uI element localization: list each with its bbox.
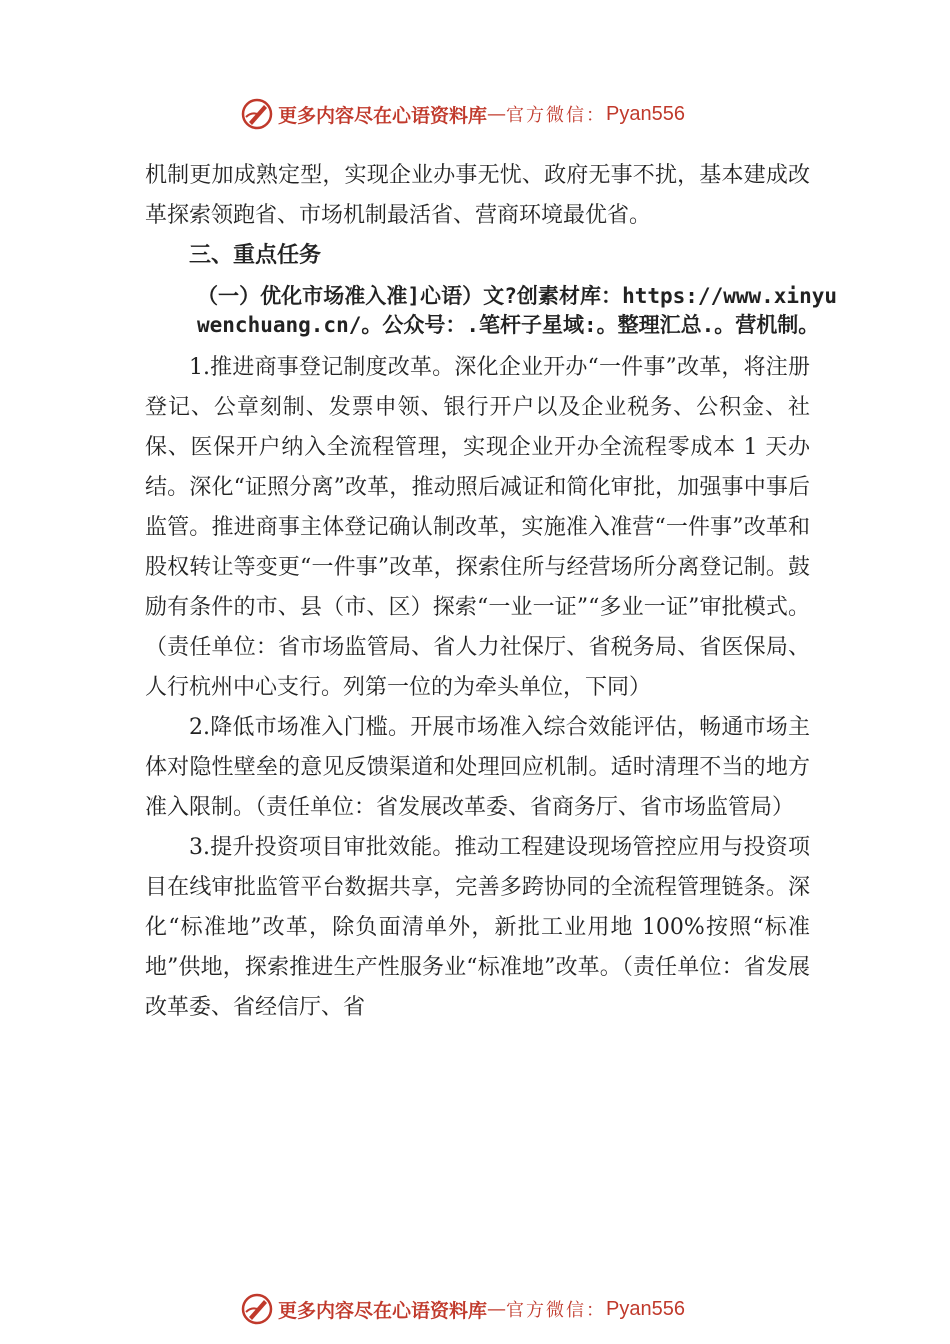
pen-circle-icon xyxy=(240,1292,274,1326)
document-body xyxy=(145,156,837,1028)
banner-wechat-id: Pyan556 xyxy=(606,1297,685,1320)
task-item-2: 2.降低市场准入门槛。开展市场准入综合效能评估，畅通市场主体对隐性壁垒的意见反馈渠道和处理回应机制。适时清理不当的地方准入限制。（责任单位：省发展改革委、省商务厅、省市场监管局） xyxy=(145,715,810,820)
subsection-heading: （一）优化市场准入准]心语）文?创素材库：https://www.xinyuwenchuang.cn/。公众号：.笔杆子星域:。整理汇总.。营机制。 xyxy=(197,284,837,337)
banner-wechat-label: 官方微信： xyxy=(506,1300,607,1321)
banner-separator: — xyxy=(487,103,507,125)
task-item-1: 1.推进商事登记制度改革。深化企业开办“一件事”改革，将注册登记、公章刻制、发票申领、银行开户以及企业税务、公积金、社保、医保开户纳入全流程管理，实现企业开办全流程零成本 1 天办结。深化“证照分离”改革，推动照后减证和简化审批，加强事中事后监管。推进商事主体登记确认制改革，实施准入准营“一件事”改革和股权转让等变更“一件事”改革，探索住所与经营场所分离登记制。鼓励有条件的市、县（市、区）探索“一业一证”“多业一证”审批模式。（责任单位：省市场监管局、省人力社保厅、省税务局、省医保局、人行杭州中心支行。列第一位的为牵头单位，下同） xyxy=(145,355,810,700)
banner-wechat-label: 官方微信： xyxy=(506,105,607,126)
paragraph-continuation: 机制更加成熟定型，实现企业办事无忧、政府无事不扰，基本建成改革探索领跑省、市场机制最活省、营商环境最优省。 xyxy=(145,163,810,228)
header-banner xyxy=(240,94,760,134)
banner-wechat-id: Pyan556 xyxy=(606,102,685,125)
section-heading: 三、重点任务 xyxy=(189,243,322,268)
footer-banner xyxy=(240,1289,760,1329)
banner-separator: — xyxy=(487,1298,507,1320)
banner-title: 更多内容尽在心语资料库 xyxy=(278,104,488,127)
pen-circle-icon xyxy=(240,97,274,131)
task-item-3: 3.提升投资项目审批效能。推动工程建设现场管控应用与投资项目在线审批监管平台数据共享，完善多跨协同的全流程管理链条。深化“标准地”改革，除负面清单外，新批工业用地 100%按照“标准地”供地，探索推进生产性服务业“标准地”改革。（责任单位：省发展改革委、省经信厅、省 xyxy=(145,835,810,1020)
banner-title: 更多内容尽在心语资料库 xyxy=(278,1299,488,1322)
